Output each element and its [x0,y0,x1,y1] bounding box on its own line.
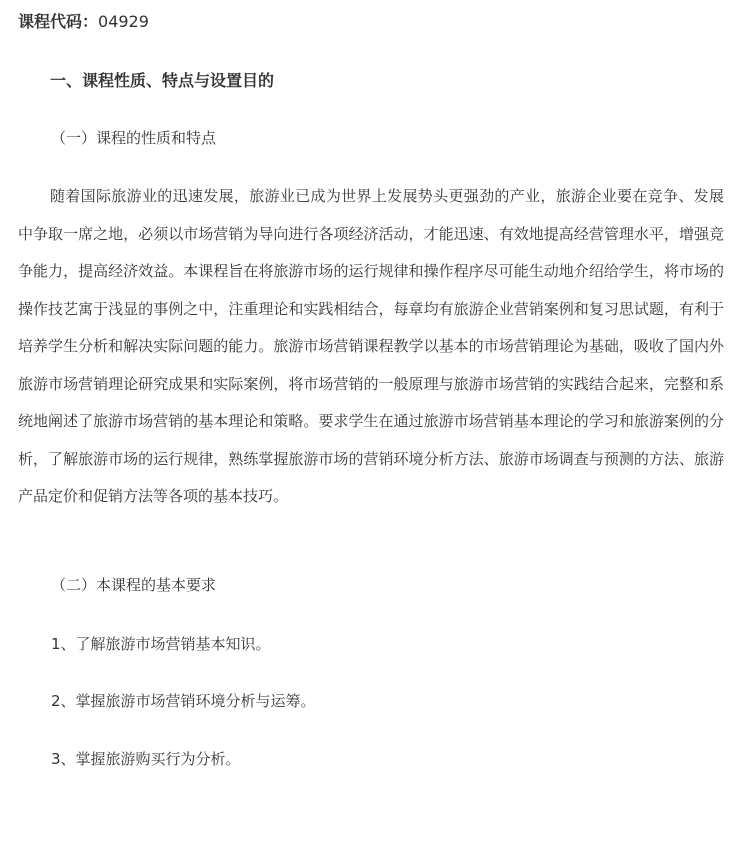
requirement-item: 1、了解旅游市场营销基本知识。 [51,635,271,653]
requirement-item: 2、掌握旅游市场营销环境分析与运筹。 [51,692,316,710]
subsection-heading-nature: （一）课程的性质和特点 [51,129,217,147]
body-paragraph: 随着国际旅游业的迅速发展，旅游业已成为世界上发展势头更强劲的产业，旅游企业要在竞争、发展中争取一席之地，必须以市场营销为导向进行各项经济活动，才能迅速、有效地提高经营管理水平，增强竞争能力，提高经济效益。本课程旨在将旅游市场的运行规律和操作程序尽可能生动地介绍给学生，将市场的操作技艺寓于浅显的事例之中，注重理论和实践相结合，每章均有旅游企业营销案例和复习思试题，有利于培养学生分析和解决实际问题的能力。旅游市场营销课程教学以基本的市场营销理论为基础，吸收了国内外旅游市场营销理论研究成果和实际案例，将市场营销的一般原理与旅游市场营销的实践结合起来，完整和系统地阐述了旅游市场营销的基本理论和策略。要求学生在通过旅游市场营销基本理论的学习和旅游案例的分析，了解旅游市场的运行规律，熟练掌握旅游市场的营销环境分析方法、旅游市场调查与预测的方法、旅游产品定价和促销方法等各项的基本技巧。 [18,187,724,505]
section-heading: 一、课程性质、特点与设置目的 [50,71,275,90]
course-code-value: 04929 [98,12,149,31]
requirement-item: 3、掌握旅游购买行为分析。 [51,750,241,768]
course-code-label: 课程代码： [18,12,99,31]
course-code-line [18,10,149,34]
subsection-heading-requirements: （二）本课程的基本要求 [51,576,217,594]
